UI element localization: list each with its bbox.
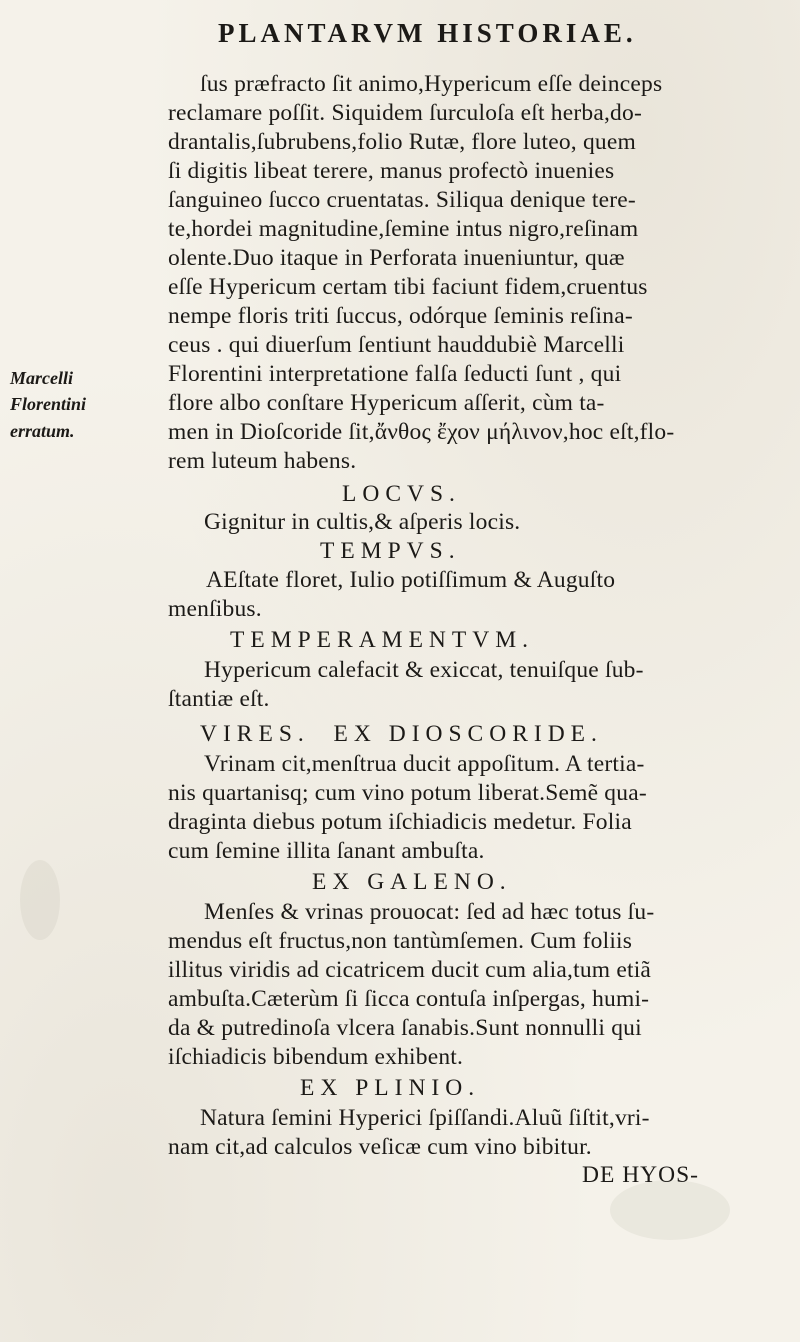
text-line: Florentini interpretatione falſa ſeducti ſunt , qui bbox=[168, 361, 622, 387]
text-line: olente.Duo itaque in Perforata inueniuntur, quæ bbox=[168, 245, 625, 271]
section-heading-vires: VIRES. EX DIOSCORIDE. bbox=[200, 721, 603, 747]
paper-stain bbox=[20, 860, 60, 940]
text-line: menſibus. bbox=[168, 596, 262, 622]
text-line: nam cit,ad calculos veſicæ cum vino bibitur. bbox=[168, 1134, 592, 1160]
margin-note-marcelli: Marcelli bbox=[10, 368, 73, 388]
text-line: Natura ſemini Hyperici ſpiſſandi.Aluũ ſiſtit,vri- bbox=[200, 1105, 650, 1131]
catchword: DE HYOS- bbox=[582, 1162, 700, 1188]
running-head: PLANTARVM HISTORIAE. bbox=[218, 18, 637, 48]
section-heading-tempus: TEMPVS. bbox=[320, 538, 461, 564]
text-line: reclamare poſſit. Siquidem ſurculoſa eſt herba,do- bbox=[168, 100, 642, 126]
text-line: ſus præfracto ſit animo,Hypericum eſſe deinceps bbox=[200, 71, 663, 97]
text-line: illitus viridis ad cicatricem ducit cum alia,tum etiã bbox=[168, 957, 652, 983]
margin-note-erratum: erratum. bbox=[10, 421, 75, 441]
section-heading-locus: LOCVS. bbox=[342, 481, 461, 507]
paper-stain bbox=[610, 1180, 730, 1240]
text-line: Vrinam cit,menſtrua ducit appoſitum. A tertia- bbox=[204, 751, 645, 777]
text-line: cum ſemine illita ſanant ambuſta. bbox=[168, 838, 485, 864]
text-line: ambuſta.Cæterùm ſi ſicca contuſa inſpergas, humi- bbox=[168, 986, 650, 1012]
text-line: Menſes & vrinas prouocat: ſed ad hæc totus ſu- bbox=[204, 899, 655, 925]
text-line: Gignitur in cultis,& aſperis locis. bbox=[204, 509, 521, 535]
text-line: ſi digitis libeat terere, manus profectò inuenies bbox=[168, 158, 615, 184]
text-line: iſchiadicis bibendum exhibent. bbox=[168, 1044, 464, 1070]
text-line: nis quartanisq; cum vino potum liberat.Semẽ qua- bbox=[168, 780, 647, 806]
text-line: te,hordei magnitudine,ſemine intus nigro,reſinam bbox=[168, 216, 639, 242]
text-line: Hypericum calefacit & exiccat, tenuiſque ſub- bbox=[204, 657, 644, 683]
text-line: men in Dioſcoride ſit,ἄνθος ἔχον μήλινον,hoc eſt,flo- bbox=[168, 419, 675, 445]
margin-note-florentini: Florentini bbox=[10, 394, 87, 414]
text-line: draginta diebus potum iſchiadicis medetur. Folia bbox=[168, 809, 632, 835]
text-line: eſſe Hypericum certam tibi faciunt fidem,cruentus bbox=[168, 274, 648, 300]
section-heading-galen: EX GALENO. bbox=[312, 869, 512, 895]
section-heading-temperamentum: TEMPERAMENTVM. bbox=[230, 627, 534, 653]
text-line: da & putredinoſa vlcera ſanabis.Sunt nonnulli qui bbox=[168, 1015, 642, 1041]
text-line: ſtantiæ eſt. bbox=[168, 686, 270, 712]
text-line: AEſtate floret, Iulio potiſſimum & Auguſto bbox=[206, 567, 616, 593]
section-heading-pliny: EX PLINIO. bbox=[300, 1075, 481, 1101]
text-line: ceus . qui diuerſum ſentiunt hauddubiè Marcelli bbox=[168, 332, 625, 358]
text-line: rem luteum habens. bbox=[168, 448, 357, 474]
text-line: drantalis,ſubrubens,folio Rutæ, flore luteo, quem bbox=[168, 129, 636, 155]
text-line: mendus eſt fructus,non tantùmſemen. Cum foliis bbox=[168, 928, 633, 954]
text-line: nempe floris triti ſuccus, odórque ſeminis reſina- bbox=[168, 303, 633, 329]
text-line: flore albo conſtare Hypericum aſſerit, cùm ta- bbox=[168, 390, 605, 416]
text-line: ſanguineo ſucco cruentatas. Siliqua denique tere- bbox=[168, 187, 636, 213]
